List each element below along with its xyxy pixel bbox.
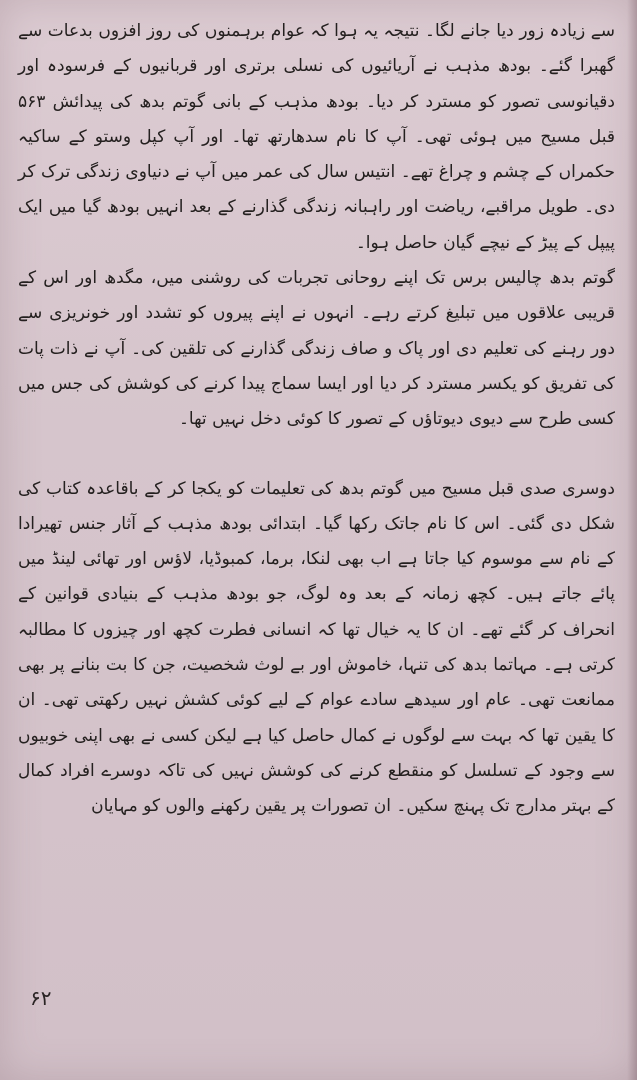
paragraph-2: گوتم بدھ چالیس برس تک اپنے روحانی تجربات کی روشنی میں، مگدھ اور اس کے قریبی علاقوں میں تبلیغ کرتے رہے۔ انہوں نے اپنے پیروں کو تشدد اور خونریزی سے دور رہنے کی تعلیم دی اور پاک و صاف زندگی گذارنے کی تلقین کی۔ آپ نے ذات پات کی تفریق کو یکسر مسترد کر دیا اور ایسا سماج پیدا کرنے کی کوشش کی جس میں کسی طرح سے دیوی دیوتاؤں کے تصور کا کوئی دخل نہیں تھا۔: [18, 268, 615, 430]
page-edge-shadow: [627, 0, 637, 1080]
page-body-text: [18, 14, 615, 825]
paragraph-1: سے زیادہ زور دیا جانے لگا۔ نتیجہ یہ ہوا کہ عوام برہمنوں کی روز افزوں بدعات سے گھبرا گئے۔ بودھ مذہب نے آریائیوں کی نسلی برتری اور قربانیوں کے فرسودہ اور دقیانوسی تصور کو مسترد کر دیا۔ بودھ مذہب کے بانی گوتم بدھ کی پیدائش ۵۶۳ قبل مسیح میں ہوئی تھی۔ آپ کا نام سدھارتھ تھا۔ اور آپ کپل وستو کے ساکیہ حکمراں کے چشم و چراغ تھے۔ انتیس سال کی عمر میں آپ نے دنیاوی زندگی ترک کر دی۔ طویل مراقبے، ریاضت اور راہبانہ زندگی گذارنے کے بعد انہیں بودھ گیا میں ایک پیپل کے پیڑ کے نیچے گیان حاصل ہوا۔: [18, 21, 615, 253]
page-number: ۶۲: [30, 986, 52, 1010]
paragraph-3: دوسری صدی قبل مسیح میں گوتم بدھ کی تعلیمات کو یکجا کر کے باقاعدہ کتاب کی شکل دی گئی۔ اس کا نام جاتک رکھا گیا۔ ابتدائی بودھ مذہب کے آثار جنس تھیرادا کے نام سے موسوم کیا جاتا ہے اب بھی لنکا، برما، کمبوڈیا، لاؤس اور تھائی لینڈ میں پائے جاتے ہیں۔ کچھ زمانہ کے بعد وہ لوگ، جو بودھ مذہب کے بنیادی قوانین کے انحراف کر گئے تھے۔ ان کا یہ خیال تھا کہ انسانی فطرت کچھ اور چیزوں کا مطالبہ کرتی ہے۔ مہاتما بدھ کی تنہا، خاموش اور بے لوث شخصیت، جن کا بت بنانے پر بھی ممانعت تھی۔ عام اور سیدھے سادے عوام کے لیے کوئی کشش نہیں رکھتی تھی۔ ان کا یقین تھا کہ بہت سے لوگوں نے کمال حاصل کیا ہے لیکن کسی نے بھی اپنی خوبیوں سے وجود کے تسلسل کو منقطع کرنے کی کوشش نہیں کی تاکہ دوسرے افراد کمال کے بہتر مدارج تک پہنچ سکیں۔ ان تصورات پر یقین رکھنے والوں کو مہایان: [18, 478, 615, 817]
